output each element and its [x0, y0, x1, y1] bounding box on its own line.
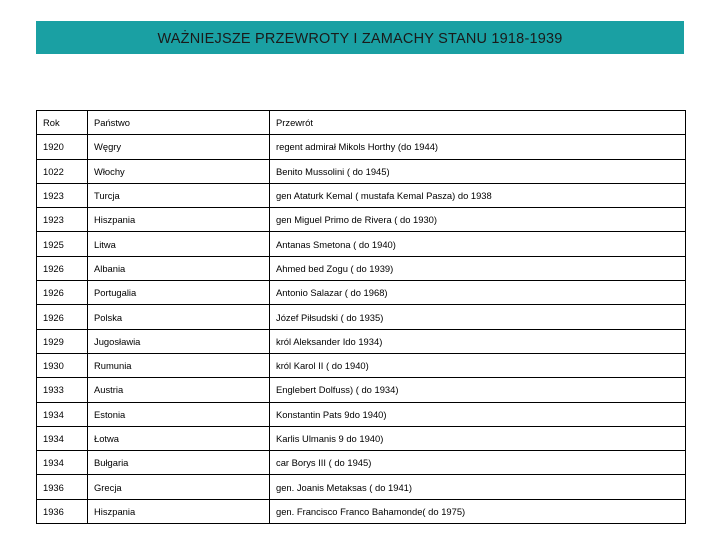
cell-country: Litwa [88, 232, 270, 256]
cell-coup: Józef Piłsudski ( do 1935) [270, 305, 686, 329]
cell-country: Rumunia [88, 353, 270, 377]
table-row [37, 378, 686, 402]
cell-year: 1923 [37, 208, 88, 232]
coups-table [36, 110, 686, 524]
table-row [37, 183, 686, 207]
cell-year: 1934 [37, 451, 88, 475]
cell-coup: Antonio Salazar ( do 1968) [270, 281, 686, 305]
cell-coup: Ahmed bed Zogu ( do 1939) [270, 256, 686, 280]
cell-country: Polska [88, 305, 270, 329]
table-row [37, 451, 686, 475]
header-year: Rok [37, 111, 88, 135]
cell-coup: król Aleksander Ido 1934) [270, 329, 686, 353]
cell-year: 1926 [37, 256, 88, 280]
cell-coup: gen Ataturk Kemal ( mustafa Kemal Pasza) do 1938 [270, 183, 686, 207]
table-row [37, 232, 686, 256]
header-country: Państwo [88, 111, 270, 135]
cell-country: Austria [88, 378, 270, 402]
cell-year: 1920 [37, 135, 88, 159]
cell-year: 1934 [37, 402, 88, 426]
cell-coup: Englebert Dolfuss) ( do 1934) [270, 378, 686, 402]
cell-coup: Konstantin Pats 9do 1940) [270, 402, 686, 426]
cell-country: Bułgaria [88, 451, 270, 475]
table-row [37, 499, 686, 523]
cell-year: 1925 [37, 232, 88, 256]
cell-year: 1934 [37, 426, 88, 450]
title-banner [36, 21, 684, 54]
cell-coup: car Borys III ( do 1945) [270, 451, 686, 475]
table-row [37, 305, 686, 329]
cell-country: Turcja [88, 183, 270, 207]
cell-country: Węgry [88, 135, 270, 159]
cell-country: Łotwa [88, 426, 270, 450]
cell-year: 1022 [37, 159, 88, 183]
cell-year: 1936 [37, 499, 88, 523]
cell-year: 1933 [37, 378, 88, 402]
cell-coup: gen Miguel Primo de Rivera ( do 1930) [270, 208, 686, 232]
table-header-row [37, 111, 686, 135]
cell-coup: gen. Joanis Metaksas ( do 1941) [270, 475, 686, 499]
cell-country: Portugalia [88, 281, 270, 305]
cell-year: 1926 [37, 281, 88, 305]
table-row [37, 402, 686, 426]
cell-country: Albania [88, 256, 270, 280]
cell-country: Jugosławia [88, 329, 270, 353]
cell-year: 1926 [37, 305, 88, 329]
cell-year: 1929 [37, 329, 88, 353]
cell-coup: gen. Francisco Franco Bahamonde( do 1975) [270, 499, 686, 523]
cell-country: Estonia [88, 402, 270, 426]
cell-country: Włochy [88, 159, 270, 183]
cell-year: 1936 [37, 475, 88, 499]
cell-country: Hiszpania [88, 499, 270, 523]
table-row [37, 281, 686, 305]
table-row [37, 426, 686, 450]
cell-country: Hiszpania [88, 208, 270, 232]
table-row [37, 475, 686, 499]
cell-coup: król Karol II ( do 1940) [270, 353, 686, 377]
cell-coup: Karlis Ulmanis 9 do 1940) [270, 426, 686, 450]
cell-year: 1923 [37, 183, 88, 207]
cell-year: 1930 [37, 353, 88, 377]
table-body [37, 111, 686, 524]
table-row [37, 329, 686, 353]
table-row [37, 353, 686, 377]
cell-country: Grecja [88, 475, 270, 499]
cell-coup: regent admirał Mikols Horthy (do 1944) [270, 135, 686, 159]
table-row [37, 159, 686, 183]
page-title: WAŻNIEJSZE PRZEWROTY I ZAMACHY STANU 1918-1939 [157, 31, 563, 47]
table-row [37, 256, 686, 280]
header-coup: Przewrót [270, 111, 686, 135]
table-row [37, 135, 686, 159]
cell-coup: Benito Mussolini ( do 1945) [270, 159, 686, 183]
cell-coup: Antanas Smetona ( do 1940) [270, 232, 686, 256]
table-row [37, 208, 686, 232]
